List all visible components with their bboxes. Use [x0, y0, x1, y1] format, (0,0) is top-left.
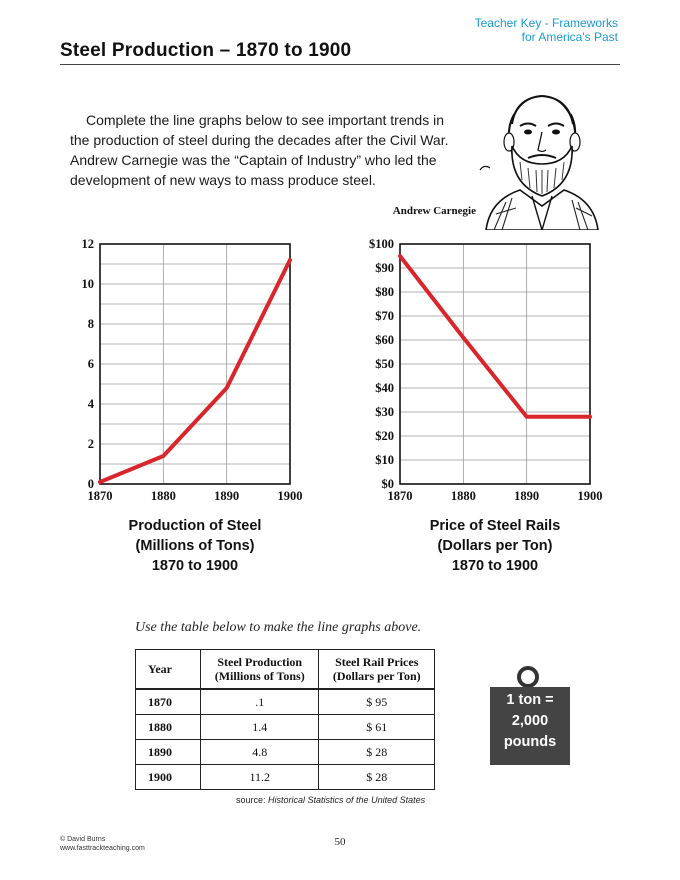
production-caption-line1: Production of Steel — [128, 518, 262, 534]
x-tick-label: 1880 — [450, 489, 476, 503]
y-tick-label: 10 — [81, 277, 94, 291]
steel-data-table — [135, 649, 435, 790]
page-number: 50 — [334, 836, 346, 848]
x-tick-label: 1890 — [514, 489, 540, 503]
price-header-line1: Steel Rail Prices — [335, 655, 419, 669]
source-label: source: — [236, 795, 266, 805]
year-cell: 1880 — [136, 715, 201, 740]
price-cell: $ 28 — [319, 765, 435, 790]
x-tick-label: 1890 — [214, 489, 240, 503]
teacher-key-line2: for America's Past — [521, 30, 618, 44]
y-tick-label: $80 — [375, 285, 394, 299]
production-data-point — [288, 258, 291, 261]
table-header-row — [136, 650, 435, 690]
year-cell: 1890 — [136, 740, 201, 765]
steel-production-chart — [82, 237, 303, 503]
teacher-key-line1: Teacher Key - Frameworks — [474, 16, 618, 30]
price-data-point — [398, 254, 401, 257]
weight-line2: 2,000 — [511, 713, 549, 729]
price-caption-line2: (Dollars per Ton) — [437, 538, 553, 554]
production-cell: 11.2 — [201, 765, 319, 790]
table-row — [136, 740, 435, 765]
price-series-line — [400, 256, 590, 417]
production-data-point — [98, 480, 101, 483]
price-data-point — [588, 415, 591, 418]
weight-line1: 1 ton = — [506, 692, 554, 708]
y-tick-label: 4 — [87, 397, 94, 411]
footer-copyright: © David Burns — [60, 836, 106, 843]
portrait-caption: Andrew Carnegie — [392, 205, 476, 217]
production-cell: 4.8 — [201, 740, 319, 765]
intro-paragraph: Complete the line graphs below to see important trends in the production of steel during the decades after the Civil War. Andrew Carnegie was the “Captain of Industry” who led the development of new ways to mass produce steel. — [70, 112, 449, 188]
year-cell: 1900 — [136, 765, 201, 790]
price-data-point — [462, 336, 465, 339]
price-cell: $ 28 — [319, 740, 435, 765]
price-cell: $ 95 — [319, 689, 435, 715]
x-tick-label: 1870 — [387, 489, 413, 503]
y-tick-label: $0 — [381, 477, 394, 491]
year-cell: 1870 — [136, 689, 201, 715]
price-header — [319, 650, 435, 690]
x-tick-label: 1870 — [87, 489, 113, 503]
production-cell: 1.4 — [201, 715, 319, 740]
y-tick-label: 6 — [87, 357, 94, 371]
table-row — [136, 689, 435, 715]
production-caption-line3: 1870 to 1900 — [151, 558, 239, 574]
ton-weight-box — [490, 687, 570, 765]
production-cell: .1 — [201, 689, 319, 715]
y-tick-label: $90 — [375, 261, 394, 275]
y-tick-label: 2 — [87, 437, 94, 451]
x-tick-label: 1900 — [577, 489, 603, 503]
footer-website: www.fasttrackteaching.com — [60, 845, 145, 852]
production-header-line2: (Millions of Tons) — [214, 669, 305, 683]
y-tick-label: $30 — [375, 405, 394, 419]
source-title: Historical Statistics of the United States — [268, 795, 426, 805]
page-title: Steel Production – 1870 to 1900 — [60, 40, 352, 61]
y-tick-label: $100 — [369, 237, 394, 251]
production-header-line1: Steel Production — [217, 655, 303, 669]
production-caption-line2: (Millions of Tons) — [135, 538, 255, 554]
y-tick-label: $50 — [375, 357, 394, 371]
production-data-point — [225, 386, 228, 389]
price-cell: $ 61 — [319, 715, 435, 740]
y-tick-label: $20 — [375, 429, 394, 443]
x-tick-label: 1900 — [277, 489, 303, 503]
x-tick-label: 1880 — [150, 489, 176, 503]
production-data-point — [162, 454, 165, 457]
steel-rail-price-chart — [369, 237, 603, 503]
price-data-point — [525, 415, 528, 418]
production-series-line — [100, 260, 290, 482]
price-caption-line3: 1870 to 1900 — [451, 558, 539, 574]
production-header — [201, 650, 319, 690]
y-tick-label: 0 — [87, 477, 94, 491]
table-row — [136, 765, 435, 790]
y-tick-label: 8 — [87, 317, 94, 331]
year-header: Year — [136, 650, 201, 690]
y-tick-label: $60 — [375, 333, 394, 347]
weight-line3: pounds — [503, 734, 557, 750]
source-note — [236, 795, 425, 805]
weight-ring-icon — [517, 666, 539, 688]
y-tick-label: $40 — [375, 381, 394, 395]
price-caption-line1: Price of Steel Rails — [429, 518, 561, 534]
production-chart-caption — [100, 516, 290, 576]
table-instructions: Use the table below to make the line graphs above. — [135, 620, 422, 635]
y-tick-label: $70 — [375, 309, 394, 323]
table-row — [136, 715, 435, 740]
y-tick-label: 12 — [81, 237, 94, 251]
price-header-line2: (Dollars per Ton) — [332, 669, 421, 683]
price-chart-caption — [397, 516, 593, 576]
y-tick-label: $10 — [375, 453, 394, 467]
